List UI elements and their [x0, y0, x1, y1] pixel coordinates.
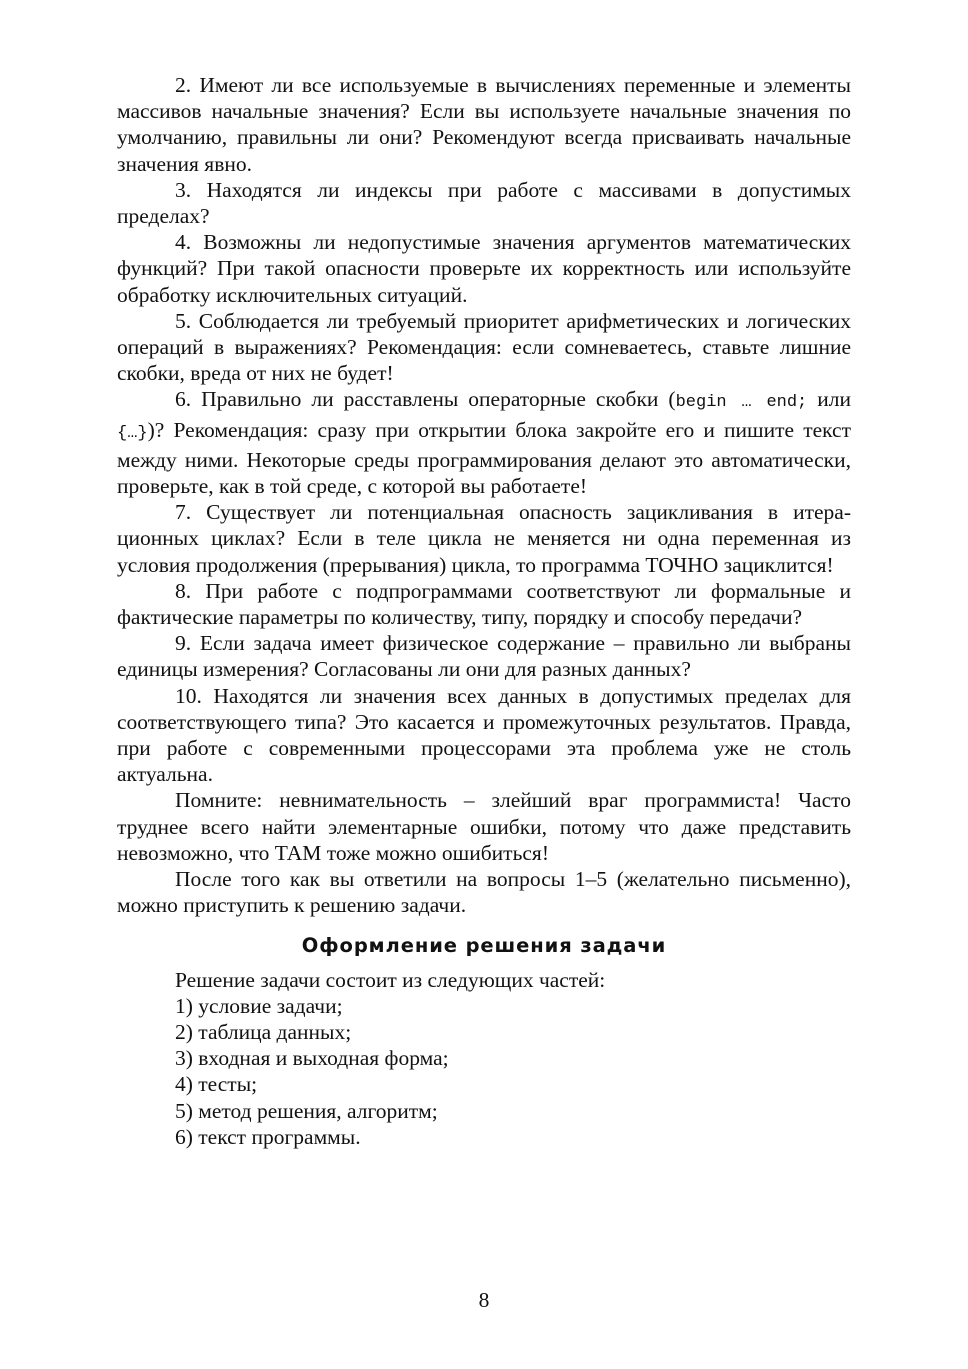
list-item: 5) метод решения, алгоритм;	[175, 1098, 438, 1123]
paragraph-question-6-text-b: или	[807, 387, 851, 412]
paragraph-question-3: 3. Находятся ли индексы при работе с массивами в допустимых пределах?	[117, 177, 851, 229]
list-item: 4) тесты;	[175, 1072, 258, 1097]
list-item: 2) таблица данных;	[175, 1019, 352, 1044]
paragraph-after-answers: После того как вы ответили на вопросы 1–5 (желательно письменно), можно приступить к решению задачи.	[117, 867, 851, 918]
paragraph-question-5: 5. Соблюдается ли требуемый приоритет арифметических и логических операций в выражениях? Рекомендация: если сомневаетесь, ставьте лишние скобки, вреда от них не будет!	[117, 308, 851, 386]
page-number: 8	[478, 1288, 490, 1312]
paragraph-question-2: 2. Имеют ли все используемые в вычислениях переменные и элементы массивов начальные значения? Если вы используете начальные значения по умолчанию, правильны ли они? Рекомендуют всегда присваивать начальные значения явно.	[117, 73, 851, 176]
paragraph-question-10: 10. Находятся ли значения всех данных в допустимых пределах для соответствующего типа? Это касается и промежуточных результатов. Правда, при работе с современными процессорами эта проблема уже не столь актуальна.	[117, 683, 851, 787]
body-text	[117, 72, 851, 1150]
section-intro: Решение задачи состоит из следующих частей:	[175, 967, 606, 992]
list-item: 1) условие задачи;	[175, 993, 343, 1018]
section-heading: Оформление решения задачи	[301, 933, 667, 957]
paragraph-question-4: 4. Возможны ли недопустимые значения аргументов математических функций? При такой опасности проверьте их корректность или используйте обработку исключительных ситуаций.	[117, 230, 851, 307]
paragraph-question-6-text-c: )? Рекомендация: сразу при открытии блока закройте его и пишите текст между ними. Некоторые среды программирования делают это автоматически, проверьте, как в той среде, с которой вы работаете!	[117, 417, 851, 499]
code-braces: {…}	[117, 423, 148, 443]
code-begin-end: begin … end;	[675, 393, 808, 413]
paragraph-question-6	[117, 386, 851, 499]
paragraph-remember: Помните: невнимательность – злейший враг программиста! Часто труднее всего найти элементарные ошибки, потому что даже представить невозможно, что ТАМ тоже можно ошибиться!	[117, 788, 851, 865]
list-item: 3) входная и выходная форма;	[175, 1046, 449, 1071]
paragraph-question-9: 9. Если задача имеет физическое содержание – правильно ли выбраны единицы измерения? Согласованы ли они для разных данных?	[117, 631, 851, 682]
paragraph-question-7: 7. Существует ли потенциальная опасность зацикливания в итерационных циклах? Если в теле цикла не меняется ни одна переменная из условия продолжения (прерывания) цикла, то программа ТОЧНО зациклится!	[117, 500, 851, 577]
paragraph-question-6-text-a: 6. Правильно ли расставлены операторные скобки (	[175, 387, 676, 412]
list-item: 6) текст программы.	[175, 1124, 361, 1149]
paragraph-question-8: 8. При работе с подпрограммами соответствуют ли формальные и фактические параметры по количеству, типу, порядку и способу передачи?	[117, 578, 851, 630]
